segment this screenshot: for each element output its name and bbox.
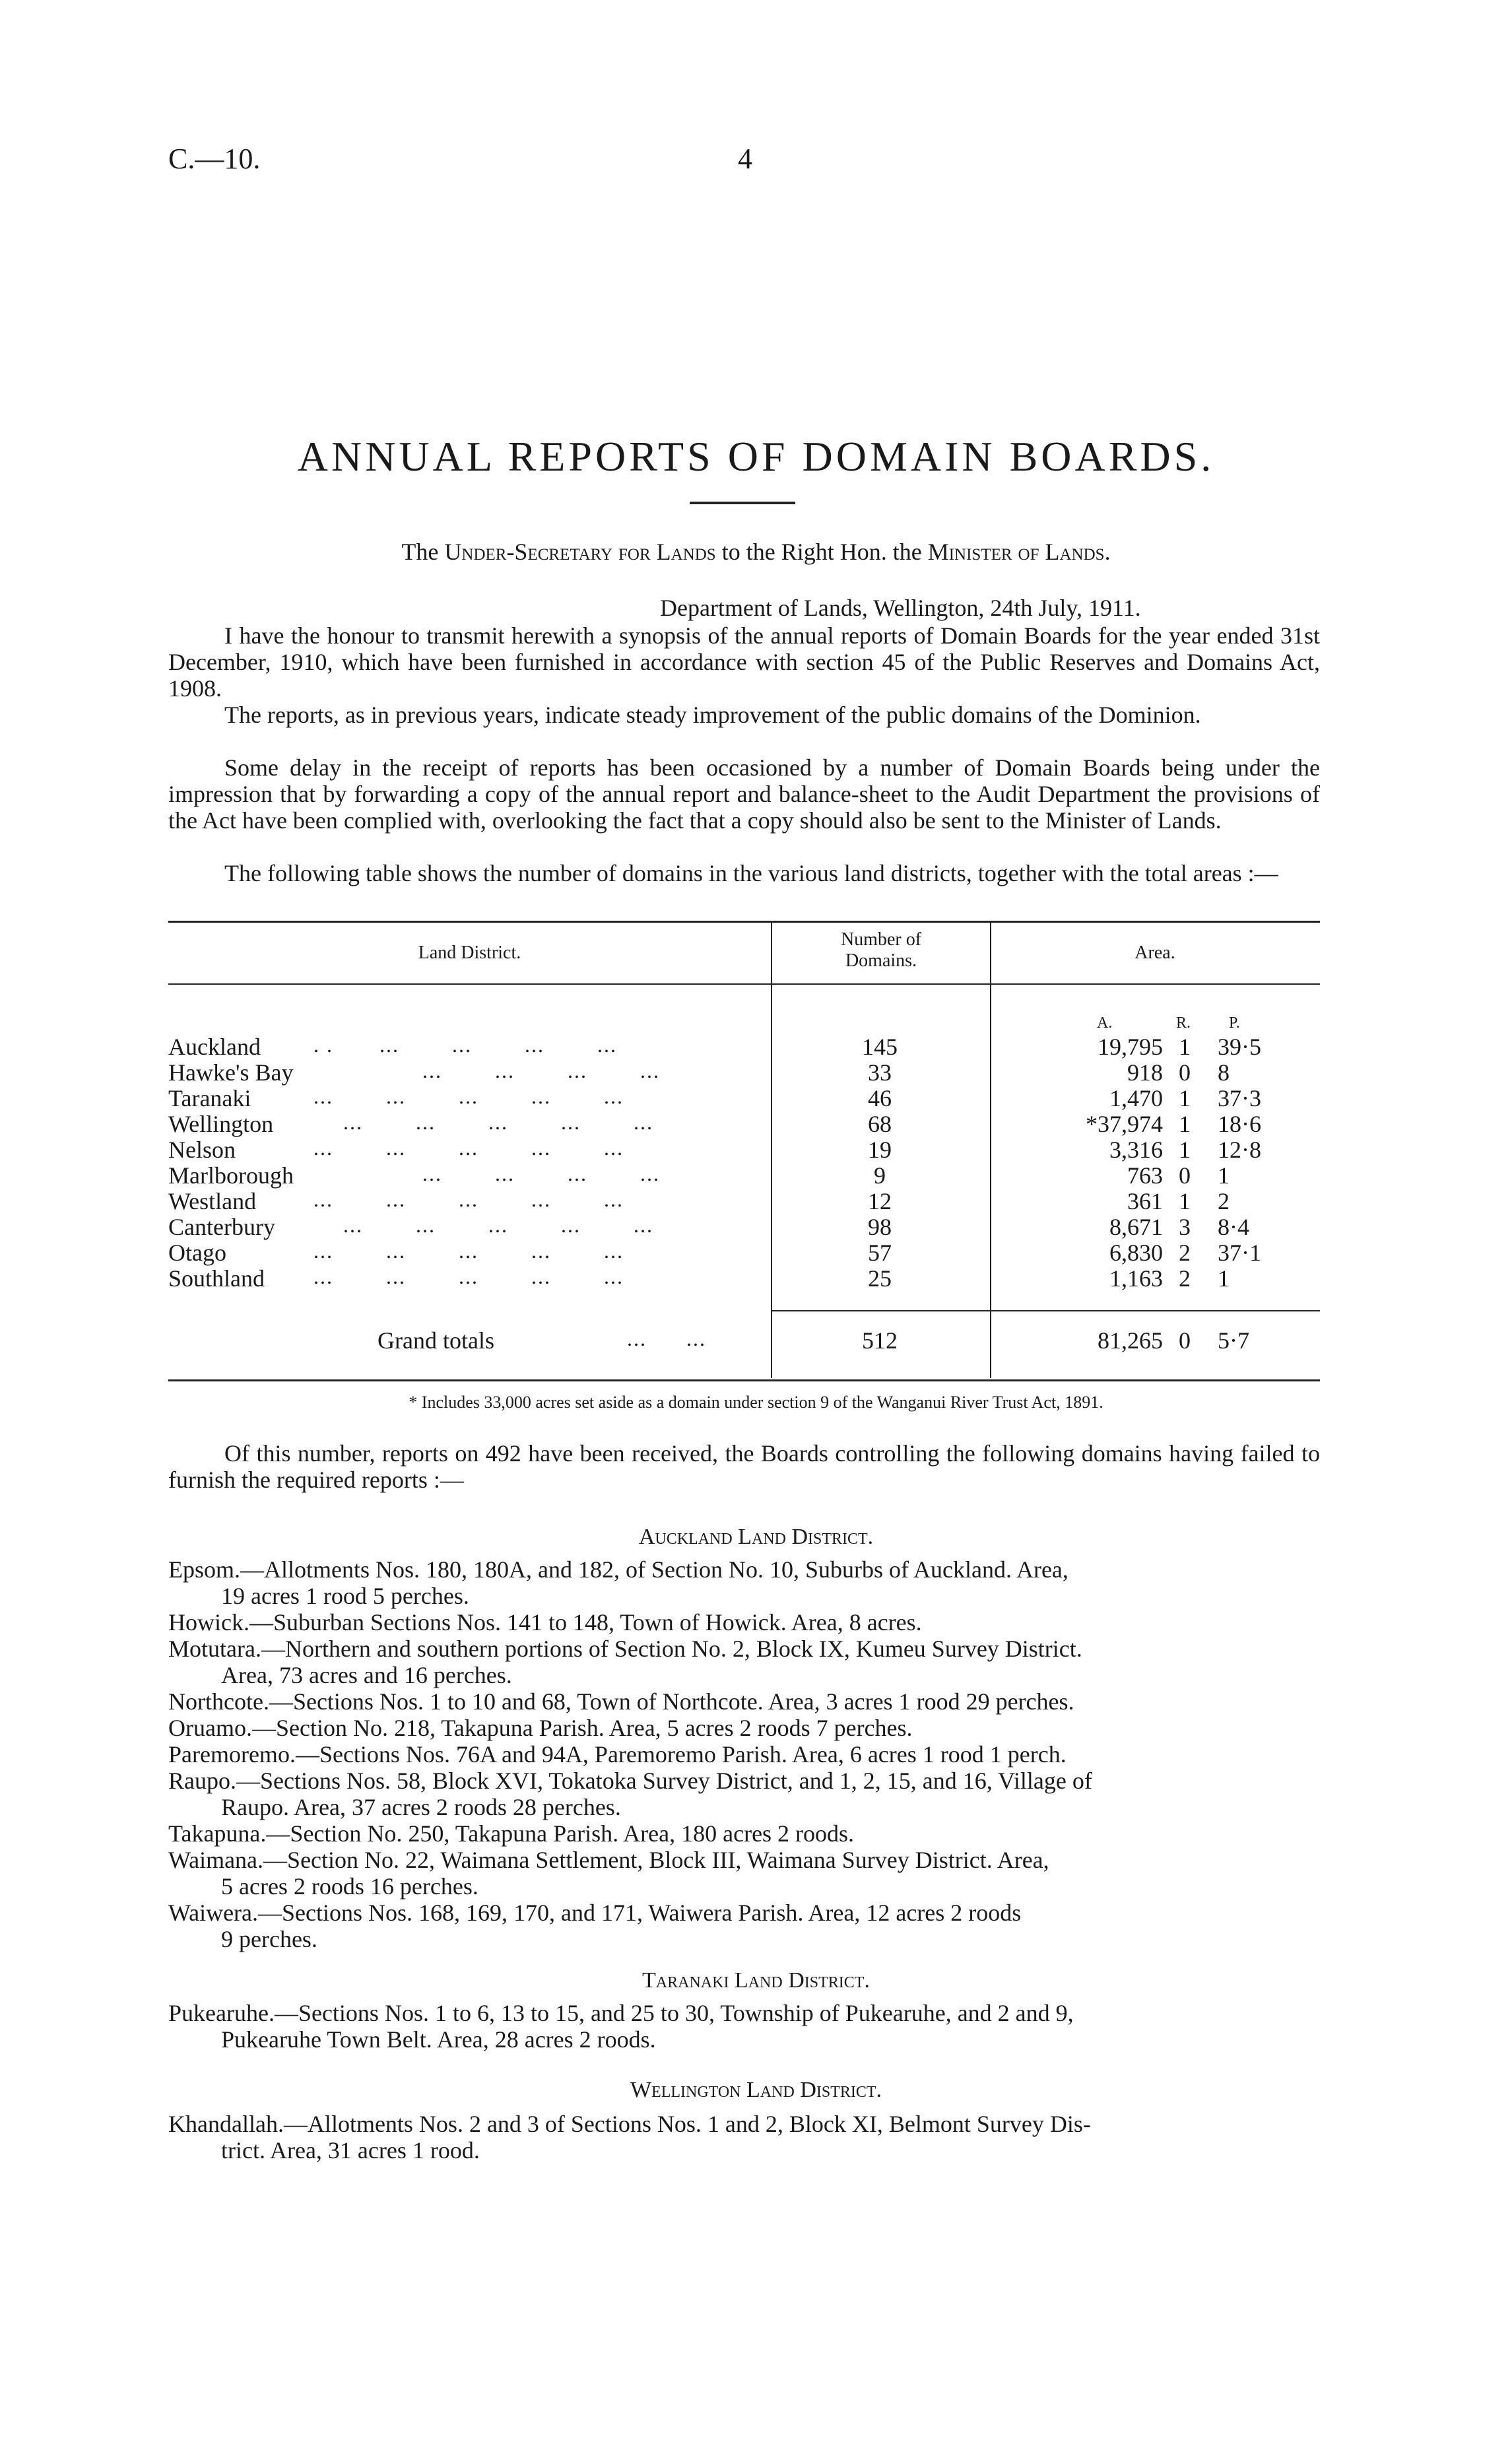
paragraph-after-table — [168, 1440, 1320, 1493]
addressee-line — [0, 538, 1512, 566]
district-heading-taranaki: Taranaki Land District. — [642, 1968, 870, 1993]
entry-continuation: Pukearuhe Town Belt. Area, 28 acres 2 roods. — [221, 2026, 656, 2053]
from-end: . — [1104, 539, 1111, 565]
domain-entry — [168, 2111, 1320, 2164]
domain-place: Howick. — [168, 1609, 249, 1636]
leader-dots: ... ... — [627, 1327, 706, 1350]
area-perches: 18·6 — [1218, 1111, 1261, 1137]
unit-roods: R. — [1176, 1014, 1191, 1032]
entry-text: —Northern and southern portions of Section No. 2, Block IX, Kumeu Survey District. — [261, 1636, 1082, 1662]
domain-count: 33 — [868, 1059, 892, 1086]
district-name: Hawke's Bay — [168, 1059, 294, 1086]
area-perches: 37·3 — [1218, 1085, 1261, 1111]
entry-continuation: 5 acres 2 roods 16 perches. — [221, 1873, 478, 1900]
domain-entry — [168, 1715, 1320, 1741]
paragraph-text: The following table shows the number of domains in the various land districts, together with the total areas :— — [224, 860, 1278, 886]
domain-place: Oruamo. — [168, 1715, 252, 1741]
dateline: Department of Lands, Wellington, 24th July, 1911. — [660, 595, 1141, 621]
domain-count: 145 — [862, 1034, 898, 1060]
district-name: Taranaki — [168, 1085, 251, 1111]
from-pre: The — [401, 539, 445, 565]
area-acres: 361 — [1127, 1188, 1163, 1214]
domain-place: Raupo. — [168, 1768, 236, 1794]
domain-entry — [168, 1741, 1320, 1768]
domain-entry — [168, 2000, 1320, 2053]
domain-entry — [168, 1900, 1320, 1952]
entry-continuation: 9 perches. — [221, 1926, 317, 1952]
area-perches: 8 — [1218, 1059, 1230, 1086]
from-mid: to the Right Hon. the — [715, 539, 928, 565]
entry-text: —Sections Nos. 76A and 94A, Paremoremo Parish. Area, 6 acres 1 rood 1 perch. — [295, 1741, 1067, 1768]
area-roods: 2 — [1179, 1265, 1191, 1292]
unit-perches: P. — [1229, 1014, 1240, 1032]
domain-count: 46 — [868, 1085, 892, 1111]
title-rule — [690, 502, 795, 504]
area-acres: 1,163 — [1109, 1265, 1163, 1292]
area-acres: 1,470 — [1109, 1085, 1163, 1111]
area-acres: 763 — [1127, 1162, 1163, 1189]
area-roods: 1 — [1179, 1137, 1191, 1163]
entry-text: —Sections Nos. 58, Block XVI, Tokatoka Survey District, and 1, 2, 15, and 16, Village of — [236, 1768, 1092, 1794]
area-acres: 8,671 — [1109, 1214, 1163, 1240]
total-domain-count: 512 — [862, 1327, 898, 1354]
totals-rule — [771, 1310, 1320, 1311]
domain-entry — [168, 1609, 1320, 1636]
document-reference: C.—10. — [168, 143, 261, 175]
leader-dots: ... ... ... ... ... — [313, 1239, 624, 1263]
domain-entry — [168, 1688, 1320, 1715]
column-header-district: Land District. — [418, 943, 521, 963]
entry-text: —Section No. 250, Takapuna Parish. Area, 180 acres 2 roods. — [266, 1820, 855, 1847]
area-roods: 2 — [1179, 1240, 1191, 1266]
entry-text: —Section No. 218, Takapuna Parish. Area, 5 acres 2 roods 7 perches. — [251, 1715, 913, 1741]
district-name: Auckland — [168, 1034, 261, 1060]
area-acres: 19,795 — [1098, 1034, 1163, 1060]
area-perches: 2 — [1218, 1188, 1230, 1214]
area-roods: 1 — [1179, 1085, 1191, 1111]
domain-place: Paremoremo. — [168, 1741, 296, 1768]
area-acres: 3,316 — [1109, 1137, 1163, 1163]
entry-continuation: trict. Area, 31 acres 1 rood. — [221, 2137, 480, 2164]
domain-place: Takapuna. — [168, 1820, 267, 1847]
paragraph-1 — [168, 622, 1320, 702]
table-top-rule — [168, 921, 1320, 923]
leader-dots: ... ... ... ... ... — [313, 1084, 624, 1108]
entry-text: —Sections Nos. 168, 169, 170, and 171, Waiwera Parish. Area, 12 acres 2 roods — [258, 1900, 1022, 1926]
district-heading-wellington: Wellington Land District. — [630, 2078, 882, 2102]
domain-count: 9 — [874, 1162, 886, 1189]
paragraph-4 — [168, 860, 1320, 886]
total-acres: 81,265 — [1098, 1327, 1163, 1354]
area-roods: 1 — [1179, 1111, 1191, 1137]
domain-entry — [168, 1636, 1320, 1688]
leader-dots: ... ... ... ... — [422, 1162, 660, 1185]
domain-count: 12 — [868, 1188, 892, 1214]
paragraph-text: The reports, as in previous years, indicate steady improvement of the public domains of the Dominion. — [224, 702, 1201, 728]
paragraph-text: Some delay in the receipt of reports has been occasioned by a number of Domain Boards being under the impression that by forwarding a copy of the annual report and balance-sheet to the Audit Department the provisions of the Act have been complied with, overlooking the fact that a copy should also be sent to the Minister of Lands. — [168, 754, 1320, 834]
domain-place: Northcote. — [168, 1688, 269, 1715]
leader-dots: ... ... ... ... — [422, 1059, 660, 1082]
domain-place: Motutara. — [168, 1636, 261, 1662]
page-number: 4 — [738, 143, 752, 175]
sender: Under-Secretary for Lands — [444, 539, 716, 565]
leader-dots: ... ... ... ... ... — [313, 1187, 624, 1211]
entry-text: —Allotments Nos. 2 and 3 of Sections Nos. 1 and 2, Block XI, Belmont Survey Dis- — [283, 2111, 1091, 2137]
domain-count: 57 — [868, 1240, 892, 1266]
area-acres: *37,974 — [1086, 1111, 1163, 1137]
total-roods: 0 — [1179, 1327, 1191, 1354]
entry-continuation: 19 acres 1 rood 5 perches. — [221, 1583, 469, 1609]
paragraph-2 — [168, 702, 1320, 728]
table-footnote: * Includes 33,000 acres set aside as a domain under section 9 of the Wanganui River Trust Act, 1891. — [409, 1393, 1103, 1412]
recipient: Minister of Lands — [927, 539, 1105, 565]
district-name: Marlborough — [168, 1162, 294, 1189]
entry-text: —Suburban Sections Nos. 141 to 148, Town of Howick. Area, 8 acres. — [249, 1609, 922, 1636]
domain-entry — [168, 1820, 1320, 1847]
district-name: Otago — [168, 1240, 226, 1266]
grand-totals-label: Grand totals — [378, 1327, 494, 1354]
leader-dots: ... ... ... ... ... — [313, 1136, 624, 1160]
district-name: Wellington — [168, 1111, 274, 1137]
domain-entry — [168, 1847, 1320, 1900]
domain-entry — [168, 1768, 1320, 1820]
entry-text: —Sections Nos. 1 to 10 and 68, Town of Northcote. Area, 3 acres 1 rood 29 perches. — [269, 1688, 1074, 1715]
domain-place: Khandallah. — [168, 2111, 284, 2137]
leader-dots: ... ... ... ... ... — [343, 1213, 653, 1237]
page-title: ANNUAL REPORTS OF DOMAIN BOARDS. — [297, 433, 1215, 480]
district-name: Canterbury — [168, 1214, 275, 1240]
area-perches: 1 — [1218, 1265, 1230, 1292]
header-rule — [168, 983, 1320, 985]
domain-count: 25 — [868, 1265, 892, 1292]
domain-place: Waimana. — [168, 1847, 264, 1873]
domain-count: 68 — [868, 1111, 892, 1137]
leader-dots: ... ... ... ... ... — [313, 1265, 624, 1288]
area-roods: 0 — [1179, 1162, 1191, 1189]
district-heading-auckland: Auckland Land District. — [638, 1525, 874, 1549]
table-bottom-rule — [168, 1379, 1320, 1381]
area-roods: 0 — [1179, 1059, 1191, 1086]
leader-dots: ... ... ... ... ... — [343, 1110, 653, 1134]
district-name: Southland — [168, 1265, 265, 1292]
area-roods: 3 — [1179, 1214, 1191, 1240]
paragraph-text: Of this number, reports on 492 have been received, the Boards controlling the following domains having failed to furnish the required reports :— — [168, 1440, 1320, 1493]
entry-text: —Section No. 22, Waimana Settlement, Block III, Waimana Survey District. Area, — [263, 1847, 1049, 1873]
area-roods: 1 — [1179, 1034, 1191, 1060]
district-name: Westland — [168, 1188, 257, 1214]
area-perches: 1 — [1218, 1162, 1230, 1189]
column-header-area: Area. — [1134, 943, 1175, 963]
column-header-number: Number of Domains. — [840, 929, 922, 971]
entry-text: —Allotments Nos. 180, 180A, and 182, of Section No. 10, Suburbs of Auckland. Area, — [240, 1556, 1068, 1583]
domain-place: Pukearuhe. — [168, 2000, 275, 2026]
entry-text: —Sections Nos. 1 to 6, 13 to 15, and 25 to 30, Township of Pukearuhe, and 2 and 9, — [274, 2000, 1074, 2026]
unit-acres: A. — [1097, 1014, 1113, 1032]
entry-continuation: Raupo. Area, 37 acres 2 roods 28 perches. — [221, 1794, 621, 1820]
area-roods: 1 — [1179, 1188, 1191, 1214]
area-perches: 8·4 — [1218, 1214, 1249, 1240]
area-perches: 39·5 — [1218, 1034, 1261, 1060]
leader-dots: . . ... ... ... ... — [313, 1033, 617, 1057]
area-acres: 918 — [1127, 1059, 1163, 1086]
domain-entry — [168, 1556, 1320, 1609]
area-perches: 12·8 — [1218, 1137, 1261, 1163]
domain-place: Waiwera. — [168, 1900, 259, 1926]
total-perches: 5·7 — [1218, 1327, 1249, 1354]
domain-place: Epsom. — [168, 1556, 241, 1583]
area-acres: 6,830 — [1109, 1240, 1163, 1266]
district-name: Nelson — [168, 1137, 236, 1163]
domain-count: 19 — [868, 1137, 892, 1163]
paragraph-text: I have the honour to transmit herewith a synopsis of the annual reports of Domain Boards for the year ended 31st December, 1910, which have been furnished in accordance with section 45 of the Public Reserves and Domains Act, 1908. — [168, 622, 1320, 702]
entry-continuation: Area, 73 acres and 16 perches. — [221, 1662, 512, 1688]
domain-count: 98 — [868, 1214, 892, 1240]
paragraph-3 — [168, 754, 1320, 834]
area-perches: 37·1 — [1218, 1240, 1261, 1266]
